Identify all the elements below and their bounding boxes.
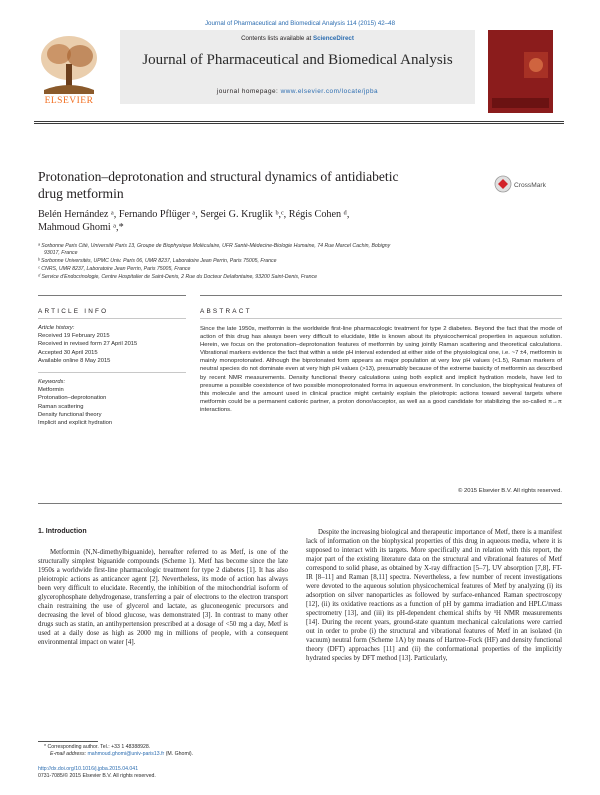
keyword: Protonation–deprotonation [38,395,107,402]
affiliation-a: ᵃ Sorbonne Paris Cité, Université Paris 13, Groupe de Biophysique Moléculaire, UFR Santé-Médecine-Biologie Humaine, 74 Rue Marcel Cachin, Bobigny [38,243,391,249]
footnote-rule [38,741,98,742]
issn-copyright: 0731-7085/© 2015 Elsevier B.V. All rights reserved. [38,773,156,779]
affiliation-b: ᵇ Sorbonne Universités, UPMC Univ. Paris 06, UMR 8237, Laboratoire Jean Perrin, Paris 75005, France [38,258,277,264]
history-accepted: Accepted 30 April 2015 [38,349,98,356]
article-info-rule-top [38,295,186,296]
doi-link[interactable]: http://dx.doi.org/10.1016/j.jpba.2015.04.041 [38,766,139,772]
abstract-text: Since the late 1950s, metformin is the worldwide first-line pharmacologic treatment for type 2 diabetes. Beyond the fact that the mode of action of this drug has always been very difficult to elucidate, little is known about its physicochemical properties in aqueous solution. Herein, we focus on the protonation–deprotonation features of metformin by using jointly Raman scattering and theoretical calculations. Vibrational markers evidence the fact that within a wide pH interval extended at either side of the physiological one, i.e. ~7 ±4, metformin is mainly monoprotonated. Although the biprotonated form appears as major population at very low pH values (<1.5), Raman markers of neutral species do not dominate even at very high pH values (>13), presumably because of the extreme basicity of metformin as described by recent NMR measurements. Density functional theory calculations using both explicit and implicit hydration models, have led to presume a possible coexistence of two possible monoprotonated forms in aqueous environment. In conclusion, the biophysical features of this molecule and the amount used in clinical practice might certainly explain the pleiotropic actions toward several targets where metformin could be a permanent cationic partner, a proton donor/acceptor, as well as a good candidate for stabilizing the so-called π→π interactions. [200,326,562,413]
keyword: Raman scattering [38,403,84,410]
keywords-label: Keywords: [38,379,66,385]
article-info-heading: ARTICLE INFO [38,308,109,315]
keyword: Metformin [38,387,64,394]
email-link[interactable]: mahmoud.ghomi@univ-paris13.fr [87,751,165,757]
journal-reference[interactable]: Journal of Pharmaceutical and Biomedical Analysis 114 (2015) 42–48 [204,20,396,27]
contents-prefix: Contents lists available at [241,35,313,42]
keywords-block [38,378,178,427]
abstract-rule-bottom [38,503,562,504]
publisher-wordmark: ELSEVIER [44,96,94,105]
email-label: E-mail address: [50,751,88,757]
keyword: Density functional theory [38,411,102,418]
article-title-line1: Protonation–deprotonation and structural dynamics of antidiabetic [38,169,399,184]
introduction-paragraph-left: Metformin (N,N-dimethylbiguanide), hereafter referred to as Metf, is one of the structurally simplest biguanide compounds (Scheme 1). Metf has become since the late 1950s a worldwide first-line pharmacologic treatment for type 2 diabetes [1]. It has also pleiotropic actions as anticancer agent [2]. Nevertheless, its mode of action has always been very difficult to elucidate. Recently, the inhibition of the mitochondrial isoform of glycerophosphate dehydrogenase, transferring a pair of electrons to the electron transport chain restraining the use of glycerol and lactate, as gluconeogenic precursors and decreasing the level of blood glucose, was demonstrated [3]. In contrast to many other drugs such as statin, an antihypertension prescribed at a dosage of <50 mg a day, Metf is used at a daily dose as high as 2000 mg in millions of people, with a consequent environmental impact on water [4]. [38,549,288,646]
article-title-line2: drug metformin [38,186,124,201]
article-info-rule [38,318,186,319]
journal-cover-thumbnail [488,30,553,113]
journal-homepage [120,88,475,95]
homepage-prefix: journal homepage: [216,88,281,95]
abstract-heading: ABSTRACT [200,308,252,315]
footnote-email [50,751,300,758]
section-heading-introduction: 1. Introduction [38,528,87,535]
elsevier-tree-logo [34,30,104,105]
affiliation-c: ᶜ CNRS, UMR 8237, Laboratoire Jean Perrin, Paris 75005, France [38,266,191,272]
sciencedirect-link[interactable]: ScienceDirect [312,35,354,42]
keyword: Implicit and explicit hydration [38,420,113,427]
cover-art [488,30,553,113]
article-history-label: Article history: [38,325,75,331]
abstract-rule-top [200,295,562,296]
history-revised: Received in revised form 27 April 2015 [38,341,138,348]
history-online: Available online 8 May 2015 [38,357,111,364]
crossmark-badge[interactable] [493,174,561,194]
crossmark-label: CrossMark [514,182,546,189]
author-list [38,208,458,234]
authors-line1[interactable]: Belén Hernández ᵃ, Fernando Pflüger ᵃ, Sergei G. Kruglik ᵇ,ᶜ, Régis Cohen ᵈ, [38,209,350,220]
header-rule [34,121,564,122]
email-suffix: (M. Ghomi). [164,751,194,757]
affiliation-d: ᵈ Service d'Endocrinologie, Centre Hospitalier de Saint-Denis, 2 Rue du Docteur Delafontaine, 93200 Saint-Denis, France [38,274,318,280]
history-received: Received 19 February 2015 [38,333,110,340]
affiliation-a-cont: 93017, France [44,250,78,256]
doi [38,766,288,773]
footnote-corresponding: * Corresponding author. Tel.: +33 1 48388928. [44,744,151,750]
history-divider [38,372,186,373]
abstract-copyright: © 2015 Elsevier B.V. All rights reserved. [458,488,562,494]
contents-line [120,35,475,42]
article-history [38,324,178,365]
article-title [38,168,468,202]
abstract-rule [200,318,562,319]
header-rule-lower [34,123,564,124]
introduction-paragraph-right: Despite the increasing biological and therapeutic importance of Metf, there is a manifest lack of information on the biophysical properties of this drug in aqueous media, where it is supposed to interact with its targets. More specifically and in relation with this report, the major part of the existing literature data on the structural and vibrational features of Metf correspond to solid phase, as obtained by X-ray diffraction [5–7], UV absorption [7,8], FT-IR [8–11] and Raman [8,11] spectra. Nevertheless, a few number of recent investigations were devoted to the aqueous solution physicochemical features of Metf by analyzing (i) its adsorption on silver nanoparticles as followed by surface-enhanced Raman spectroscopy [12], (ii) its oxidative reactions as a function of pH by gamma irradiation and HPLC/mass spectrometry [13], and (iii) its pH-dependent chemical shifts by ¹H NMR measurements [14]. During the recent years, ground-state quantum mechanical calculations were carried out in order to probe (i) the structural and vibrational features of Metf in an isolated (in vacuum) neutral form (Scheme 1A) by means of Hartree–Fock (HF) and density functional theory (DFT) approaches [11] and (ii) the conformational properties of the implicitly hydrated species by DFT method [13]. Particularly, [306,529,562,662]
journal-title: Journal of Pharmaceutical and Biomedical Analysis [142,52,453,68]
authors-line2[interactable]: Mahmoud Ghomi ᵃ,* [38,222,124,233]
homepage-url[interactable]: www.elsevier.com/locate/jpba [280,88,379,95]
